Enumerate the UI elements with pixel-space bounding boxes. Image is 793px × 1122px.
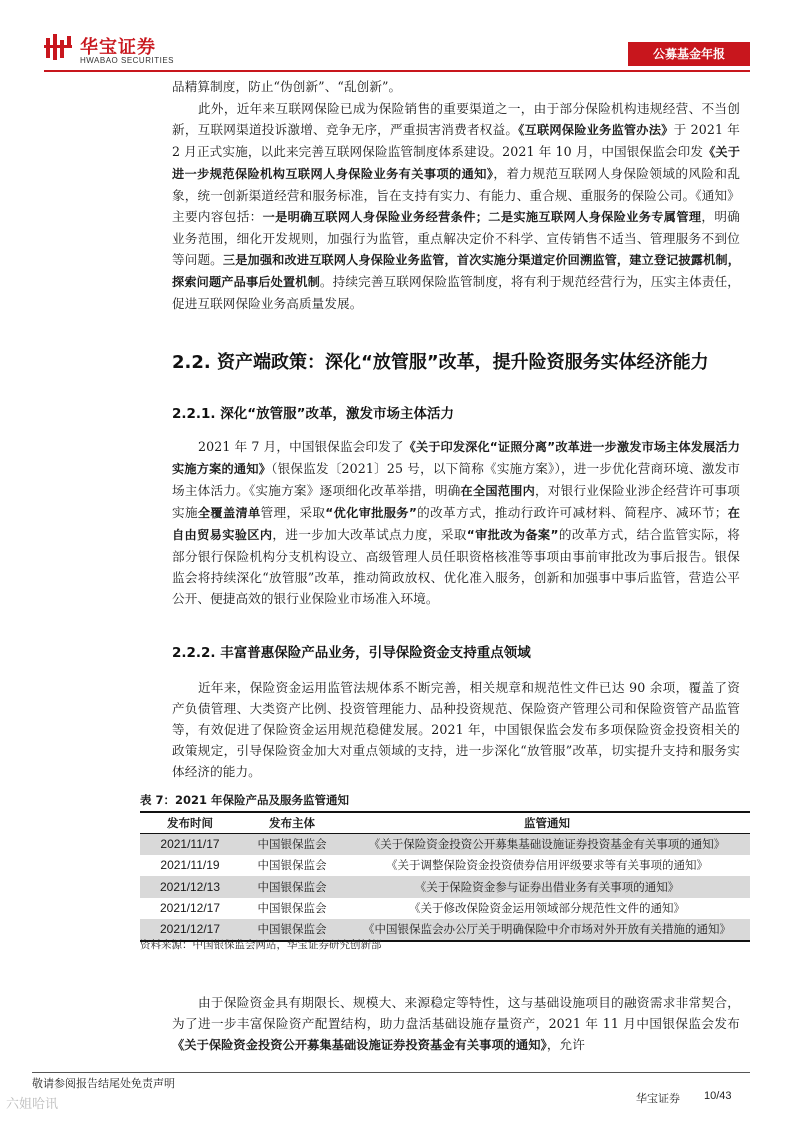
- text-segment: 。持续完善互联网保险监管制度，将有利于规范经营行为，压实主体责任，促进互联网保险业务高质量发展。: [172, 274, 740, 311]
- section-heading-2-2-1: 2.2.1. 深化“放管服”改革，激发市场主体活力: [172, 406, 455, 422]
- cell-date: 2021/11/19: [160, 858, 220, 873]
- text-segment: 于 2021 年 2 月正式实施，以此来完善互联网保险监管制度体系建设。2021 年 10 月，中国银保监会印发: [172, 122, 740, 159]
- cell-issuer: 中国银保监会: [240, 876, 344, 898]
- paragraph-infrastructure: [172, 992, 740, 1056]
- header-divider: [44, 70, 750, 72]
- col-header-date: 发布时间: [140, 812, 240, 833]
- bold-text-segment: 《关于印发深化“证照分离”改革进一步激发市场主体发展活力实施方案的通知》: [172, 440, 740, 476]
- table-row: [140, 855, 750, 877]
- bold-text-segment: 全覆盖清单: [197, 506, 261, 520]
- cell-notice: 《关于保险资金投资公开募集基础设施证券投资基金有关事项的通知》: [344, 833, 750, 855]
- bold-text-segment: 在自由贸易实验区内: [172, 506, 741, 542]
- bold-text-segment: 一是明确互联网人身保险业务经营条件；二是实施互联网人身保险业务专属管理: [262, 210, 702, 224]
- cell-issuer: 中国银保监会: [240, 833, 344, 855]
- text-segment: 的改革方式，结合监管实际，将部分银行保险机构分支机构设立、高级管理人员任职资格核准等事项由事前审批改为事后报告。银保监会将持续深化“放管服”改革，推动简政放权、优化准入服务，创新和加强事中事后监管，营造公平公开、便捷高效的银行业保险业市场准入环境。: [172, 527, 741, 606]
- paragraph-reform: [172, 436, 740, 609]
- text-segment: ，进一步加大改革试点力度，采取: [272, 527, 467, 542]
- watermark: 六姐哈讯: [6, 1097, 59, 1112]
- col-header-issuer: 发布主体: [240, 812, 344, 833]
- cell-date: 2021/12/17: [159, 901, 221, 916]
- table-header-row: [140, 812, 750, 833]
- bold-text-segment: “优化审批服务”: [325, 506, 417, 520]
- page-header: [0, 0, 793, 72]
- col-header-notice: 监管通知: [344, 812, 750, 833]
- huabao-logo-icon: [44, 34, 74, 60]
- brand-name: 华宝证券: [80, 37, 156, 58]
- footer-divider: [32, 1072, 750, 1073]
- bold-text-segment: “审批改为备案”: [466, 528, 559, 542]
- text-segment: 的改革方式，推动行政许可减材料、简程序、减环节；: [416, 505, 728, 520]
- cell-date: 2021/11/17: [140, 833, 240, 855]
- regulation-table: [140, 811, 750, 942]
- table-row: [140, 898, 750, 920]
- page-number: 10/43: [704, 1090, 732, 1102]
- bold-text-segment: 《关于保险资金投资公开募集基础设施证券投资基金有关事项的通知》: [172, 1038, 547, 1052]
- cell-notice: 《关于修改保险资金运用领域部分规范性文件的通知》: [409, 901, 685, 916]
- text-segment: ，明确业务范围，细化开发规则，加强行为监管，重点解决定价不科学、宣传销售不适当、管理服务不到位等问题。: [172, 209, 741, 267]
- cell-date: 2021/12/13: [140, 876, 240, 898]
- text-segment: ，允许: [546, 1037, 585, 1052]
- cell-issuer: 中国银保监会: [257, 858, 327, 873]
- bold-text-segment: 《互联网保险业务监管办法》: [518, 123, 674, 137]
- text-segment: ，着力规范互联网人身保险领域的风险和乱象，统一创新渠道经营和服务标准，旨在支持有实力、有能力、重合规、重服务的保险公司。《通知》主要内容包括：: [172, 166, 741, 224]
- table-source-note: 资料来源：中国银保监会网站，华宝证券研究创新部: [140, 939, 382, 951]
- report-type-badge: 公募基金年报: [628, 42, 750, 66]
- paragraph-internet-insurance: [172, 98, 740, 314]
- disclaimer-note: 敬请参阅报告结尾处免责声明: [32, 1077, 175, 1090]
- paragraph-continued: 品精算制度，防止“伪创新”、“乱创新”。: [172, 79, 402, 94]
- text-segment: 管理，采取: [260, 505, 326, 520]
- text-segment: 2021 年 7 月，中国银保监会印发了: [198, 439, 404, 454]
- cell-issuer: 中国银保监会: [257, 901, 327, 916]
- text-segment: ，对银行业保险业涉企经营许可事项实施: [172, 483, 740, 520]
- section-heading-2-2: 2.2. 资产端政策：深化“放管服”改革，提升险资服务实体经济能力: [172, 352, 709, 373]
- cell-notice: 《关于保险资金参与证券出借业务有关事项的通知》: [344, 876, 750, 898]
- text-segment: 此外，近年来互联网保险已成为保险销售的重要渠道之一，由于部分保险机构违规经营、不当创新，互联网渠道投诉激增、竞争无序，严重损害消费者权益。: [172, 101, 740, 137]
- bold-text-segment: 三是加强和改进互联网人身保险业务监管，首次实施分渠道定价回溯监管，建立登记披露机制，探索问题产品事后处置机制: [172, 253, 741, 289]
- table-row: [140, 876, 750, 898]
- section-heading-2-2-2: 2.2.2. 丰富普惠保险产品业务，引导保险资金支持重点领域: [172, 645, 531, 661]
- table-title: 表 7：2021 年保险产品及服务监管通知: [140, 793, 350, 807]
- regulation-table-block: [140, 789, 750, 942]
- text-segment: 由于保险资金具有期限长、规模大、来源稳定等特性，这与基础设施项目的融资需求非常契合，为了进一步丰富保险资产配置结构，助力盘活基础设施存量资产，2021 年 11 月中国银保监会发布: [172, 995, 740, 1031]
- brand-name-en: HWABAO SECURITIES: [80, 56, 174, 65]
- cell-issuer: 中国银保监会: [240, 919, 344, 941]
- table-row: [140, 833, 750, 855]
- cell-notice: 《中国银保监会办公厅关于明确保险中介市场对外开放有关措施的通知》: [344, 919, 750, 941]
- footer-company: 华宝证券: [636, 1092, 680, 1105]
- cell-date: 2021/12/17: [140, 919, 240, 941]
- text-segment: （银保监发〔2021〕25 号，以下简称《实施方案》），进一步优化营商环境、激发市场主体活力。《实施方案》逐项细化改革举措，明确: [172, 461, 740, 498]
- bold-text-segment: 在全国范围内: [460, 484, 536, 498]
- cell-notice: 《关于调整保险资金投资债券信用评级要求等有关事项的通知》: [386, 858, 708, 873]
- bold-text-segment: 《关于进一步规范保险机构互联网人身保险业务有关事项的通知》: [172, 145, 740, 181]
- paragraph-fund-regulation: 近年来，保险资金运用监管法规体系不断完善，相关规章和规范性文件已达 90 余项，覆盖了资产负债管理、大类资产比例、投资管理能力、品种投资规范、保险资产管理公司和保险资管产品监管等，有效促进了保险资金运用规范稳健发展。2021 年，中国银保监会发布多项保险资金投资相关的政策规定，引导保险资金加大对重点领域的支持，进一步深化“放管服”改革，切实提升支持和服务实体经济的能力。: [172, 680, 740, 779]
